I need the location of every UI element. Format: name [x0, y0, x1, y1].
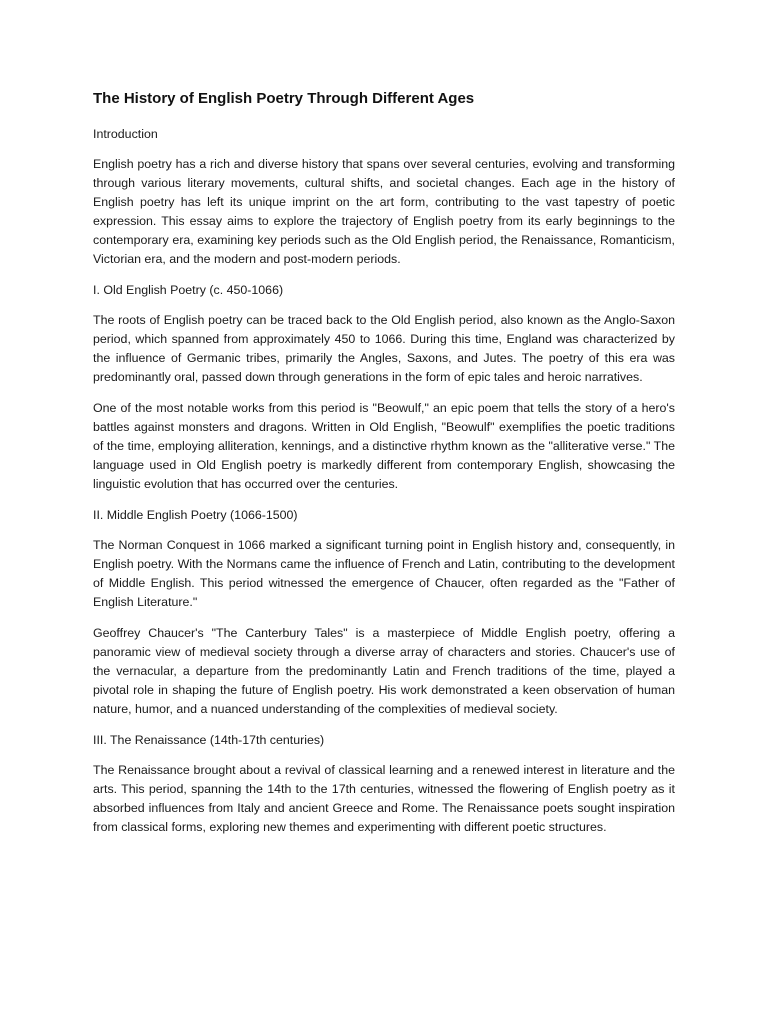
- document-title: The History of English Poetry Through Different Ages: [93, 90, 475, 107]
- section-heading: III. The Renaissance (14th-17th centuries): [93, 733, 325, 747]
- section-renaissance: [93, 731, 675, 837]
- section-middle-english: [93, 506, 675, 719]
- paragraph: The roots of English poetry can be traced back to the Old English period, also known as the Anglo-Saxon period, which spanned from approximately 450 to 1066. During this time, England was characterized by the influence of Germanic tribes, primarily the Angles, Saxons, and Jutes. The poetry of this era was predominantly oral, passed down through generations in the form of epic tales and heroic narratives.: [93, 313, 675, 384]
- paragraph: The Norman Conquest in 1066 marked a significant turning point in English history and, consequently, in English poetry. With the Normans came the influence of French and Latin, contributing to the development of Middle English. This period witnessed the emergence of Chaucer, often regarded as the "Father of English Literature.": [93, 538, 675, 609]
- section-heading: Introduction: [93, 127, 158, 141]
- section-old-english: [93, 281, 675, 494]
- paragraph: The Renaissance brought about a revival of classical learning and a renewed interest in literature and the arts. This period, spanning the 14th to the 17th centuries, witnessed the flowering of English poetry as it absorbed influences from Italy and ancient Greece and Rome. The Renaissance poets sought inspiration from classical forms, exploring new themes and experimenting with different poetic structures.: [93, 763, 675, 834]
- section-heading: II. Middle English Poetry (1066-1500): [93, 508, 298, 522]
- paragraph: One of the most notable works from this period is "Beowulf," an epic poem that tells the story of a hero's battles against monsters and dragons. Written in Old English, "Beowulf" exemplifies the poetic traditions of the time, employing alliteration, kennings, and a distinctive rhythm known as the "alliterative verse." The language used in Old English poetry is markedly different from contemporary English, showcasing the linguistic evolution that has occurred over the centuries.: [93, 401, 675, 491]
- section-heading: I. Old English Poetry (c. 450-1066): [93, 283, 284, 297]
- paragraph: Geoffrey Chaucer's "The Canterbury Tales" is a masterpiece of Middle English poetry, offering a panoramic view of medieval society through a diverse array of characters and stories. Chaucer's use of the vernacular, a departure from the predominantly Latin and French traditions of the time, played a pivotal role in shaping the future of English poetry. His work demonstrated a keen observation of human nature, humor, and a nuanced understanding of the complexities of medieval society.: [93, 626, 675, 716]
- paragraph: English poetry has a rich and diverse history that spans over several centuries, evolving and transforming through various literary movements, cultural shifts, and societal changes. Each age in the history of English poetry has left its unique imprint on the art form, contributing to the vast tapestry of poetic expression. This essay aims to explore the trajectory of English poetry from its early beginnings to the contemporary era, examining key periods such as the Old English period, the Renaissance, Romanticism, Victorian era, and the modern and post-modern periods.: [93, 157, 675, 266]
- section-introduction: [93, 125, 675, 269]
- document-body: [93, 89, 675, 849]
